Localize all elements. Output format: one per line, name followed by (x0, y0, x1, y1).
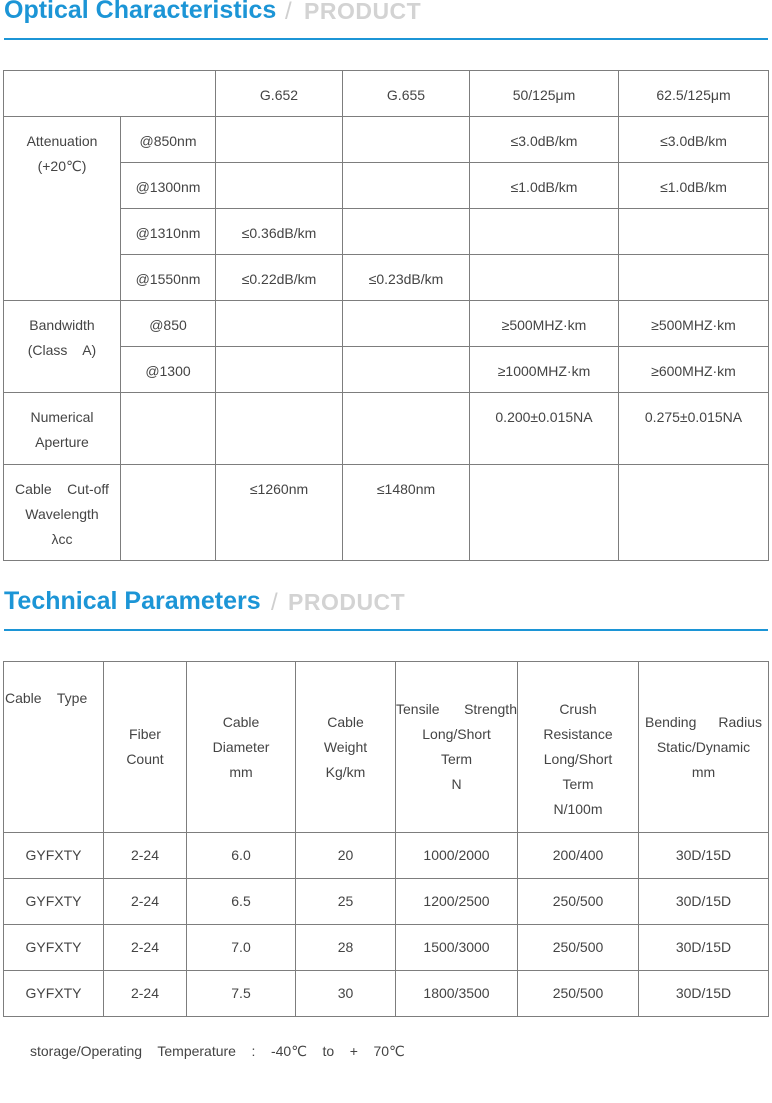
header-text: Crush (559, 701, 597, 717)
cell-weight: 28 (296, 925, 396, 971)
table-row (4, 925, 769, 971)
table-row (4, 465, 769, 561)
cell-diameter: 7.0 (187, 925, 296, 971)
optical-divider: / (285, 0, 292, 25)
cell-type: GYFXTY (4, 833, 104, 879)
technical-divider: / (271, 589, 278, 616)
bandwidth-label (4, 301, 121, 393)
cell-diameter: 6.5 (187, 879, 296, 925)
cell-bending: 30D/15D (639, 971, 769, 1017)
cell-crush: 250/500 (518, 879, 639, 925)
value-cell (216, 393, 343, 465)
technical-parameters-table (3, 661, 769, 1017)
empty-cell (121, 465, 216, 561)
header-62-5-125: 62.5/125μm (619, 71, 769, 117)
value-cell (216, 117, 343, 163)
header-text: Cable (5, 690, 42, 706)
optical-section-header (4, 0, 768, 40)
header-text: Long/Short (543, 751, 613, 767)
value-cell (216, 347, 343, 393)
header-text: Kg/km (325, 763, 366, 780)
value-cell: 0.200±0.015NA (470, 393, 619, 465)
header-text: Weight (323, 738, 368, 755)
header-text: Cable (327, 713, 364, 730)
header-text (645, 710, 762, 735)
value-cell: ≤1260nm (216, 465, 343, 561)
table-row (4, 833, 769, 879)
header-bending-radius (639, 662, 769, 833)
wavelength-cell: @850nm (121, 117, 216, 163)
value-cell (343, 393, 470, 465)
header-crush-resistance (518, 662, 639, 833)
bandwidth-label-line2: (Class A) (27, 342, 97, 358)
header-cable-diameter (187, 662, 296, 833)
value-cell (216, 301, 343, 347)
header-text: Radius (718, 713, 762, 730)
value-cell (343, 301, 470, 347)
value-cell (470, 465, 619, 561)
header-text: mm (691, 763, 716, 780)
cutoff-label-line1: Cable Cut-off (15, 481, 109, 497)
technical-section-title: Technical Parameters (4, 587, 261, 615)
header-text: Term (440, 751, 473, 767)
cutoff-label-line2: Wavelength (25, 506, 99, 522)
cell-weight: 30 (296, 971, 396, 1017)
value-cell: ≥600MHZ·km (619, 347, 769, 393)
header-text: Cable (222, 713, 260, 730)
table-header-row (4, 662, 769, 833)
attenuation-label (4, 117, 121, 301)
wavelength-cell: @1550nm (121, 255, 216, 301)
na-label-line2: Aperture (35, 434, 89, 450)
cell-bending: 30D/15D (639, 833, 769, 879)
header-text: mm (229, 763, 253, 780)
header-text: Resistance (543, 726, 613, 742)
value-cell (619, 465, 769, 561)
header-50-125: 50/125μm (470, 71, 619, 117)
value-cell: ≥500MHZ·km (619, 301, 769, 347)
cell-bending: 30D/15D (639, 925, 769, 971)
header-text: Diameter (212, 738, 270, 755)
empty-cell (121, 393, 216, 465)
technical-section-header (4, 587, 768, 631)
header-g655: G.655 (343, 71, 470, 117)
header-empty-cell (4, 71, 216, 117)
value-cell (470, 209, 619, 255)
header-cable-type (4, 662, 104, 833)
value-cell (343, 209, 470, 255)
value-cell (216, 163, 343, 209)
value-cell: ≤3.0dB/km (619, 117, 769, 163)
table-row (4, 301, 769, 347)
header-tensile-strength (396, 662, 518, 833)
optical-characteristics-table (3, 70, 769, 561)
cell-type: GYFXTY (4, 971, 104, 1017)
cell-count: 2-24 (104, 879, 187, 925)
cell-type: GYFXTY (4, 879, 104, 925)
header-text: Strength (464, 701, 517, 717)
value-cell: ≤1.0dB/km (619, 163, 769, 209)
value-cell (343, 347, 470, 393)
cell-count: 2-24 (104, 971, 187, 1017)
cell-crush: 200/400 (518, 833, 639, 879)
attenuation-label-line2: (+20℃) (37, 158, 87, 174)
header-g652: G.652 (216, 71, 343, 117)
cell-count: 2-24 (104, 925, 187, 971)
bandwidth-label-line1: Bandwidth (29, 317, 95, 333)
value-cell: ≤0.22dB/km (216, 255, 343, 301)
value-cell: ≤3.0dB/km (470, 117, 619, 163)
header-text: Long/Short (422, 726, 491, 742)
table-row (4, 393, 769, 465)
cell-type: GYFXTY (4, 925, 104, 971)
wavelength-cell: @1300 (121, 347, 216, 393)
header-text: Count (126, 751, 164, 767)
table-row (4, 971, 769, 1017)
na-label-line1: Numerical (30, 409, 94, 425)
header-fiber-count (104, 662, 187, 833)
cell-weight: 25 (296, 879, 396, 925)
attenuation-label-line1: Attenuation (26, 133, 98, 149)
header-text: N (451, 776, 462, 792)
header-text: Fiber (129, 726, 161, 742)
operating-temperature-note: storage/Operating Temperature : -40℃ to + 70℃ (30, 1043, 405, 1059)
value-cell: ≥1000MHZ·km (470, 347, 619, 393)
cell-diameter: 6.0 (187, 833, 296, 879)
cell-crush: 250/500 (518, 925, 639, 971)
cell-diameter: 7.5 (187, 971, 296, 1017)
header-text: Type (56, 690, 88, 706)
table-row (4, 117, 769, 163)
wavelength-cell: @1300nm (121, 163, 216, 209)
numerical-aperture-label (4, 393, 121, 465)
cell-weight: 20 (296, 833, 396, 879)
table-row (4, 879, 769, 925)
cutoff-label-line3: λcc (51, 531, 73, 547)
cell-count: 2-24 (104, 833, 187, 879)
header-text: Tensile (396, 701, 440, 717)
value-cell (343, 163, 470, 209)
cell-crush: 250/500 (518, 971, 639, 1017)
header-text: Bending (645, 713, 697, 730)
value-cell (619, 209, 769, 255)
cell-tensile: 1500/3000 (396, 925, 518, 971)
value-cell: ≤1480nm (343, 465, 470, 561)
header-cable-weight (296, 662, 396, 833)
wavelength-cell: @1310nm (121, 209, 216, 255)
value-cell: ≥500MHZ·km (470, 301, 619, 347)
value-cell: ≤0.23dB/km (343, 255, 470, 301)
wavelength-cell: @850 (121, 301, 216, 347)
header-text (396, 697, 517, 722)
table-header-row (4, 71, 769, 117)
optical-section-title: Optical Characteristics (4, 0, 277, 24)
value-cell (343, 117, 470, 163)
value-cell: ≤0.36dB/km (216, 209, 343, 255)
header-text: N/100m (553, 801, 603, 817)
value-cell (619, 255, 769, 301)
header-text: Term (562, 776, 594, 792)
cell-tensile: 1800/3500 (396, 971, 518, 1017)
cell-tensile: 1000/2000 (396, 833, 518, 879)
header-text: Static/Dynamic (656, 738, 751, 755)
cutoff-wavelength-label (4, 465, 121, 561)
technical-section-subtitle: PRODUCT (288, 589, 406, 615)
value-cell: ≤1.0dB/km (470, 163, 619, 209)
value-cell: 0.275±0.015NA (619, 393, 769, 465)
value-cell (470, 255, 619, 301)
cell-tensile: 1200/2500 (396, 879, 518, 925)
cell-bending: 30D/15D (639, 879, 769, 925)
optical-section-subtitle: PRODUCT (304, 0, 422, 24)
